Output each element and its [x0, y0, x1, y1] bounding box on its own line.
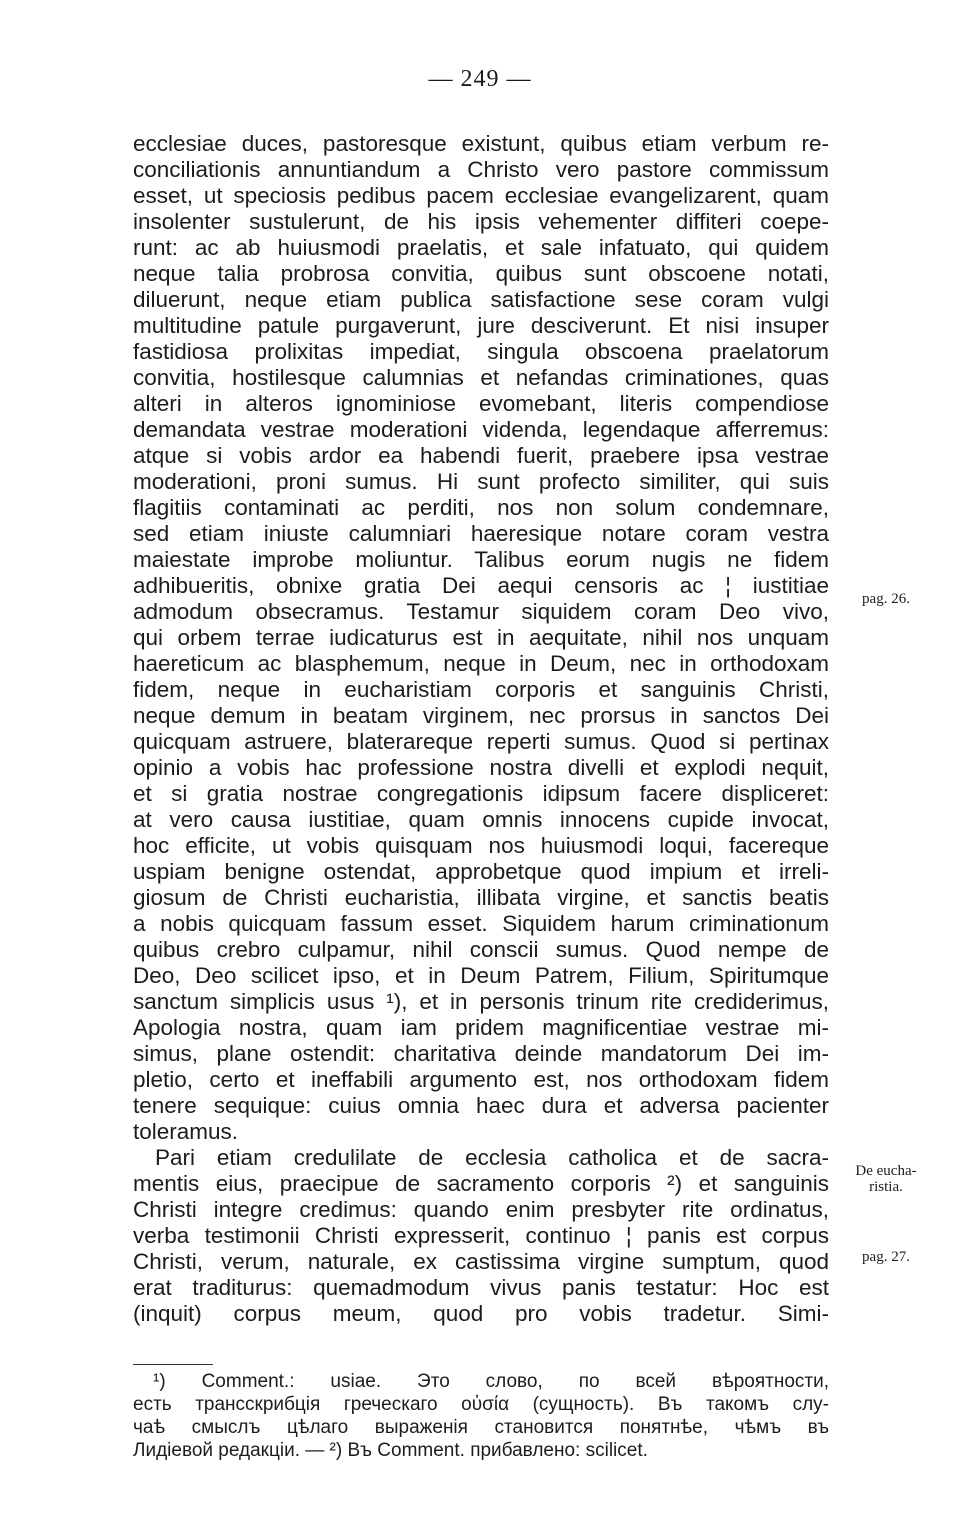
body-line: sanctum simplicis usus ¹), et in personis trinum rite crediderimus,: [133, 989, 829, 1014]
body-line: moderationi, proni sumus. Hi sunt profecto similiter, qui suis: [133, 469, 829, 494]
body-line: flagitiis contaminati ac perditi, nos non solum condemnare,: [133, 495, 829, 520]
body-line: Christi integre credimus: quando enim presbyter rite ordinatus,: [133, 1197, 829, 1222]
margin-note-pag-26: pag. 26.: [862, 591, 910, 607]
body-line: convitia, hostilesque calumnias et nefandas criminationes, quas: [133, 365, 829, 390]
footnote-divider: [133, 1364, 213, 1365]
body-line: conciliationis annuntiandum a Christo vero pastore commissum: [133, 157, 829, 182]
body-line: runt: ac ab huiusmodi praelatis, et sale infatuato, qui quidem: [133, 235, 829, 260]
body-line: ecclesiae duces, pastoresque existunt, quibus etiam verbum re-: [133, 131, 829, 156]
body-line: hoc efficite, ut vobis quisquam nos huiusmodi loqui, facereque: [133, 833, 829, 858]
body-line: giosum de Christi eucharistia, illibata virgine, et sanctis beatis: [133, 885, 829, 910]
body-line: fidem, neque in eucharistiam corporis et sanguinis Christi,: [133, 677, 829, 702]
footnote-line: Лидіевой редакціи. — ²) Въ Comment. прибавлено: scilicet.: [133, 1440, 648, 1461]
page-number: — 249 —: [428, 66, 532, 92]
body-line: (inquit) corpus meum, quod pro vobis tradetur. Simi-: [133, 1301, 829, 1326]
body-line: sed etiam iniuste calumniari haeresique notare coram vestra: [133, 521, 829, 546]
body-line: admodum obsecramus. Testamur siquidem coram Deo vivo,: [133, 599, 829, 624]
body-line: at vero causa iustitiae, quam omnis innocens cupide invocat,: [133, 807, 829, 832]
margin-note-line: De eucha-: [855, 1163, 917, 1179]
body-line: opinio a vobis hac professione nostra divelli et explodi nequit,: [133, 755, 829, 780]
body-line: Apologia nostra, quam iam pridem magnificentiae vestrae mi-: [133, 1015, 829, 1040]
body-line: pletio, certo et ineffabili argumento est, nos orthodoxam fidem: [133, 1067, 829, 1092]
body-line: Christi, verum, naturale, ex castissima virgine sumptum, quod: [133, 1249, 829, 1274]
body-line: uspiam benigne ostendat, approbetque quod impium et irreli-: [133, 859, 829, 884]
body-line: erat traditurus: quemadmodum vivus panis testatur: Hoc est: [133, 1275, 829, 1300]
body-line: esset, ut speciosis pedibus pacem ecclesiae evangelizarent, quam: [133, 183, 829, 208]
body-line: a nobis quicquam fassum esset. Siquidem harum criminationum: [133, 911, 829, 936]
footnote-line: ¹) Comment.: usiae. Это слово, по всей вѣроятности,: [153, 1371, 829, 1392]
margin-note-de-eucharistia: [846, 1163, 926, 1195]
body-line: maiestate improbe moliuntur. Talibus eorum nugis ne fidem: [133, 547, 829, 572]
body-line: alteri in alteros ignominiose evomebant, literis compendiose: [133, 391, 829, 416]
body-line: multitudine patule purgaverunt, jure desciverunt. Et nisi insuper: [133, 313, 829, 338]
body-line: qui orbem terrae iudicaturus est in aequitate, nihil nos unquam: [133, 625, 829, 650]
body-line: demandata vestrae moderationi videnda, legendaque afferremus:: [133, 417, 829, 442]
body-line: toleramus.: [133, 1119, 239, 1144]
body-line: adhibueritis, obnixe gratia Dei aequi censoris ac ¦ iustitiae: [133, 573, 829, 598]
body-line: quibus crebro culpamur, nihil conscii sumus. Quod nempe de: [133, 937, 829, 962]
body-line: Deo, Deo scilicet ipso, et in Deum Patrem, Filium, Spiritumque: [133, 963, 829, 988]
footnotes: [133, 1370, 829, 1462]
body-line: quicquam astruere, blaterareque reperti sumus. Quod si pertinax: [133, 729, 829, 754]
body-line: mentis eius, praecipue de sacramento corporis ²) et sanguinis: [133, 1171, 829, 1196]
body-line: fastidiosa prolixitas impediat, singula obscoena praelatorum: [133, 339, 829, 364]
body-line: et si gratia nostrae congregationis idipsum facere displiceret:: [133, 781, 829, 806]
body-line: insolenter sustulerunt, de his ipsis vehementer diffiteri coepe-: [133, 209, 829, 234]
body-line: haereticum ac blasphemum, neque in Deum, nec in orthodoxam: [133, 651, 829, 676]
footnote-line: чаѣ смыслъ цѣлаго выраженія становится понятнѣе, чѣмъ въ: [133, 1417, 829, 1438]
footnote-line: есть трансскрибція греческаго οὐσία (сущность). Въ такомъ слу-: [133, 1394, 829, 1415]
body-line: neque talia probrosa convitia, quibus sunt obscoene notati,: [133, 261, 829, 286]
body-line: tenere sequique: cuius omnia haec dura et adversa pacienter: [133, 1093, 829, 1118]
body-line: diluerunt, neque etiam publica satisfactione sese coram vulgi: [133, 287, 829, 312]
body-line: Pari etiam credulilate de ecclesia catholica et de sacra-: [155, 1145, 829, 1170]
margin-note-pag-27: pag. 27.: [862, 1249, 910, 1265]
body-line: neque demum in beatam virginem, nec prorsus in sanctos Dei: [133, 703, 829, 728]
body-line: verba testimonii Christi expresserit, continuo ¦ panis est corpus: [133, 1223, 829, 1248]
body-line: simus, plane ostendit: charitativa deinde mandatorum Dei im-: [133, 1041, 829, 1066]
body-text: [133, 131, 829, 1327]
margin-note-line: ristia.: [869, 1179, 903, 1195]
body-line: atque si vobis ardor ea habendi fuerit, praebere ipsa vestrae: [133, 443, 829, 468]
